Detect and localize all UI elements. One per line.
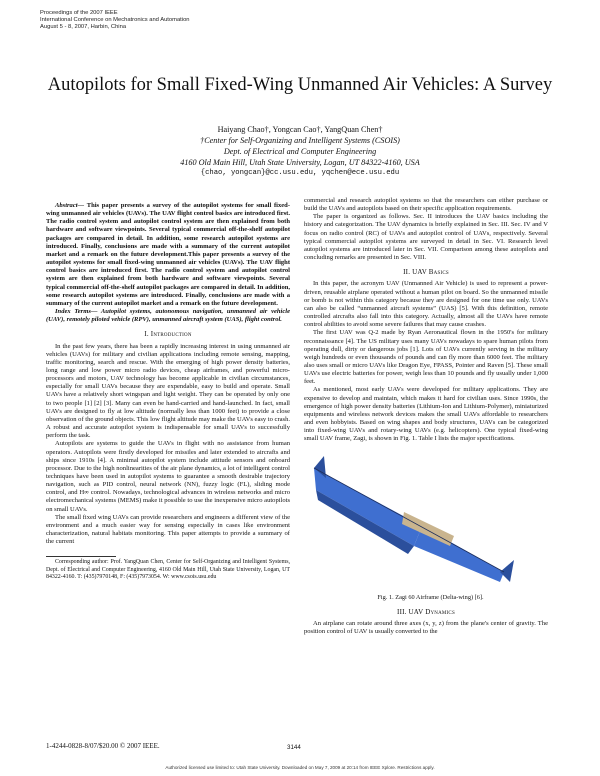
dynamics-paragraph-1: An airplane can rotate around three axes (x, y, z) from the plane's center of gravity. The position control of UAV is usually converted to the: [304, 619, 548, 635]
page-number: 3144: [287, 744, 301, 751]
author-center: †Center for Self-Organizing and Intelligent Systems (CSOIS): [200, 136, 400, 145]
author-address: 4160 Old Main Hill, Utah State University, Logan, UT 84322-4160, USA: [180, 158, 420, 167]
left-column: [46, 202, 290, 581]
zagi-airframe-image: [304, 450, 548, 590]
footnote-rule: [46, 556, 116, 557]
uav-paragraph-2: The first UAV was Q-2 made by Ryan Aeronautical flown in the 1950's for military reconnaissance [4]. The US military uses many UAVs nowadays to spare human pilots from operating dull, dirty or dangerous jobs [1]. Lots of UAVs currently serving in the military weigh hundreds or even thousands of pounds and can fly more than 6000 feet. The military also uses small or micro UAVs like Dragon Eye, FPASS, Pointer and Raven [5]. These small UAVs use electric batteries for power, weigh less than 10 pounds and fly usually under 1,000 feet.: [304, 329, 548, 386]
uav-paragraph-3: As mentioned, most early UAVs were developed for military applications. They are expensive to develop and maintain, which makes it hard for civilian uses. Since 1990s, the emergence of high power density batteries (Lithium-Ion and Lithium-Polymer), miniaturized equipments and wireless network devices makes the small UAVs affordable to researchers and even hobbyists. Based on wing shapes and body structures, UAVs can be categorized into fixed-wing UAVs and rotary-wing UAVs (e.g. helicopters). One typical fixed-wing small UAV frame, Zagi, is shown in Fig. 1. Table I lists the major specifications.: [304, 386, 548, 443]
proceedings-line: Proceedings of the 2007 IEEE: [40, 10, 118, 16]
figure-zagi-airframe: [304, 450, 548, 590]
dates-line: August 5 - 8, 2007, Harbin, China: [40, 24, 127, 31]
license-line: Authorized licensed use limited to: Utah State University. Downloaded on May 7, 2009 at 20:14 from IEEE Xplore. Restrictions apply.: [165, 765, 435, 770]
intro-paragraph-2: Autopilots are systems to guide the UAVs in flight with no assistance from human operators. Autopilots were firstly developed for missiles and later extended to aircrafts and ships since 1910s [4]. A minimal autopilot system include attitude sensors and onboard processor. Due to the high nonlinearities of the air plane dynamics, a lot of intelligent control techniques have been used in autopilot systems to guarantee a smooth desirable trajectory navigation, such as PID control, neural network (NN), fuzzy logic (FL), sliding mode control, and H∞ control. Nowadays, technological advances in wireless networks and micro electromechanical systems (MEMS) make it possible to use the inexpensive micro autopilots on small UAVs.: [46, 440, 290, 513]
index-terms-label: Index Terms—: [55, 308, 98, 316]
isbn-line: 1-4244-0828-8/07/$20.00 © 2007 IEEE.: [46, 742, 160, 750]
abstract-text: This paper presents a survey of the autopilot systems for small fixed-wing unmanned air vehicles (UAVs). The UAV flight control basics are introduced first. The radio control system and autopilot control system are then explained from both hardware and software viewpoints. Several typical commercial off-the-shelf autopilot packages are compared in detail. In addition, some research autopilot systems are introduced. Finally, conclusions are made with a summary of the current autopilot market and a remark on the future development.This paper presents a survey of the autopilot systems for small fixed-wing unmanned air vehicles (UAVs). The UAV flight control basics are introduced first. The radio control system and autopilot control system are then explained from both hardware and software viewpoints. Several typical commercial off-the-shelf autopilot packages are compared in detail. In addition, some research autopilot systems are introduced. Finally, conclusions are made with a summary of the current autopilot market and a remark on the future development.: [46, 202, 290, 307]
author-block: [30, 124, 570, 179]
intro-paragraph-1: In the past few years, there has been a rapidly increasing interest in using unmanned air vehicles (UAVs) for military and civilian applications including remote sensing, mapping, traffic monitoring, search and rescue. With the emerging of high power density batteries, long range and low power micro radio devices, cheap airframes, and powerful micro-processors and motors, UAV technology has become applicable in civilian circumstances, especially for small UAVs because they are expendable, easy to build and operate. Small UAVs have a relatively short wingspan and light weight. They can be operated by only one to two people [1] [2] [3]. Many can even be hand-carried and hand-launched. In fact, small UAVs are designed to fly at low altitude (normally less than 1000 feet) to provide a close observation of the ground objects. This low flight altitude may make the UAVs easy to crash. A robust and accurate autopilot system is indispensable for small UAVs to successfully perform the task.: [46, 342, 290, 440]
wing-leading-edge: [314, 468, 504, 572]
proceedings-header: [40, 10, 340, 32]
section-heading-uav-dynamics: III. UAV Dynamics: [397, 607, 455, 616]
intro-paragraph-3: The small fixed wing UAVs can provide researchers and engineers a different view of the environment and a much easier way for sensing especially in cases like environment characterization, natural habitats monitoring. This paper attempts to provide a summary of the current: [46, 513, 290, 546]
abstract: [46, 202, 290, 308]
abstract-label: Abstract—: [55, 202, 85, 209]
author-names: Haiyang Chao†, Yongcan Cao†, YangQuan Chen†: [217, 125, 383, 134]
author-emails: {chao, yongcan}@cc.usu.edu, yqchen@ece.usu.edu: [200, 169, 400, 177]
right-column: [304, 197, 548, 636]
author-dept: Dept. of Electrical and Computer Engineering: [223, 147, 377, 156]
right-paragraph-2: The paper is organized as follows. Sec. II introduces the UAV basics including the history and categorization. The UAV dynamics is briefly explained in Sec. III. Sec. IV and V focus on radio control (RC) of UAVs and autopilot control of UAVs, respectively. Several typical commercial autopilot systems are surveyed in detail in Sec. VI. Research level autopilot systems are introduced later in Sec. VII. Comparison among these autopilots and concluding remarks are presented in Sec. VIII.: [304, 213, 548, 262]
footnote: Corresponding author: Prof. YangQuan Chen, Center for Self-Organizing and Intelligent Systems, Dept. of Electrical and Computer Engineering, 4160 Old Main Hill, Utah State University, Logan, UT 84322-4160. T: (435)7970148, F: (435)7973054. W: www.csois.usu.edu: [46, 559, 290, 580]
index-terms: [46, 308, 290, 324]
section-heading-uav-basics: II. UAV Basics: [403, 268, 449, 277]
conference-line: International Conference on Mechatronics and Automation: [40, 17, 190, 24]
right-paragraph-1: commercial and research autopilot systems so that the researchers can either purchase or build the UAVs and autopilots based on their specific application requirements.: [304, 197, 548, 213]
section-heading-introduction: I. Introduction: [144, 330, 192, 339]
uav-paragraph-1: In this paper, the acronym UAV (Unmanned Air Vehicle) is used to represent a power-driven, reusable airplane operated without a human pilot on board. So the unmanned missile or bomb is not within this category because they are designed for one time use only. UAVs can also be called “unmanned aircraft systems” (UAS) [5]. With this definition, remote controlled aircrafts also fall into this category. Actually, almost all the UAVs have remote control abilities to avoid some severe failures that may cause crashes.: [304, 280, 548, 329]
paper-title: Autopilots for Small Fixed-Wing Unmanned Air Vehicles: A Survey: [47, 75, 553, 95]
index-terms-text: Autopilot systems, autonomous navigation, unmanned air vehicle (UAV), remotely piloted vehicle (RPV), unmanned aircraft system (UAS), flight control.: [46, 308, 290, 324]
figure-caption: Fig. 1. Zagi 60 Airframe (Delta-wing) [6].: [377, 593, 484, 601]
